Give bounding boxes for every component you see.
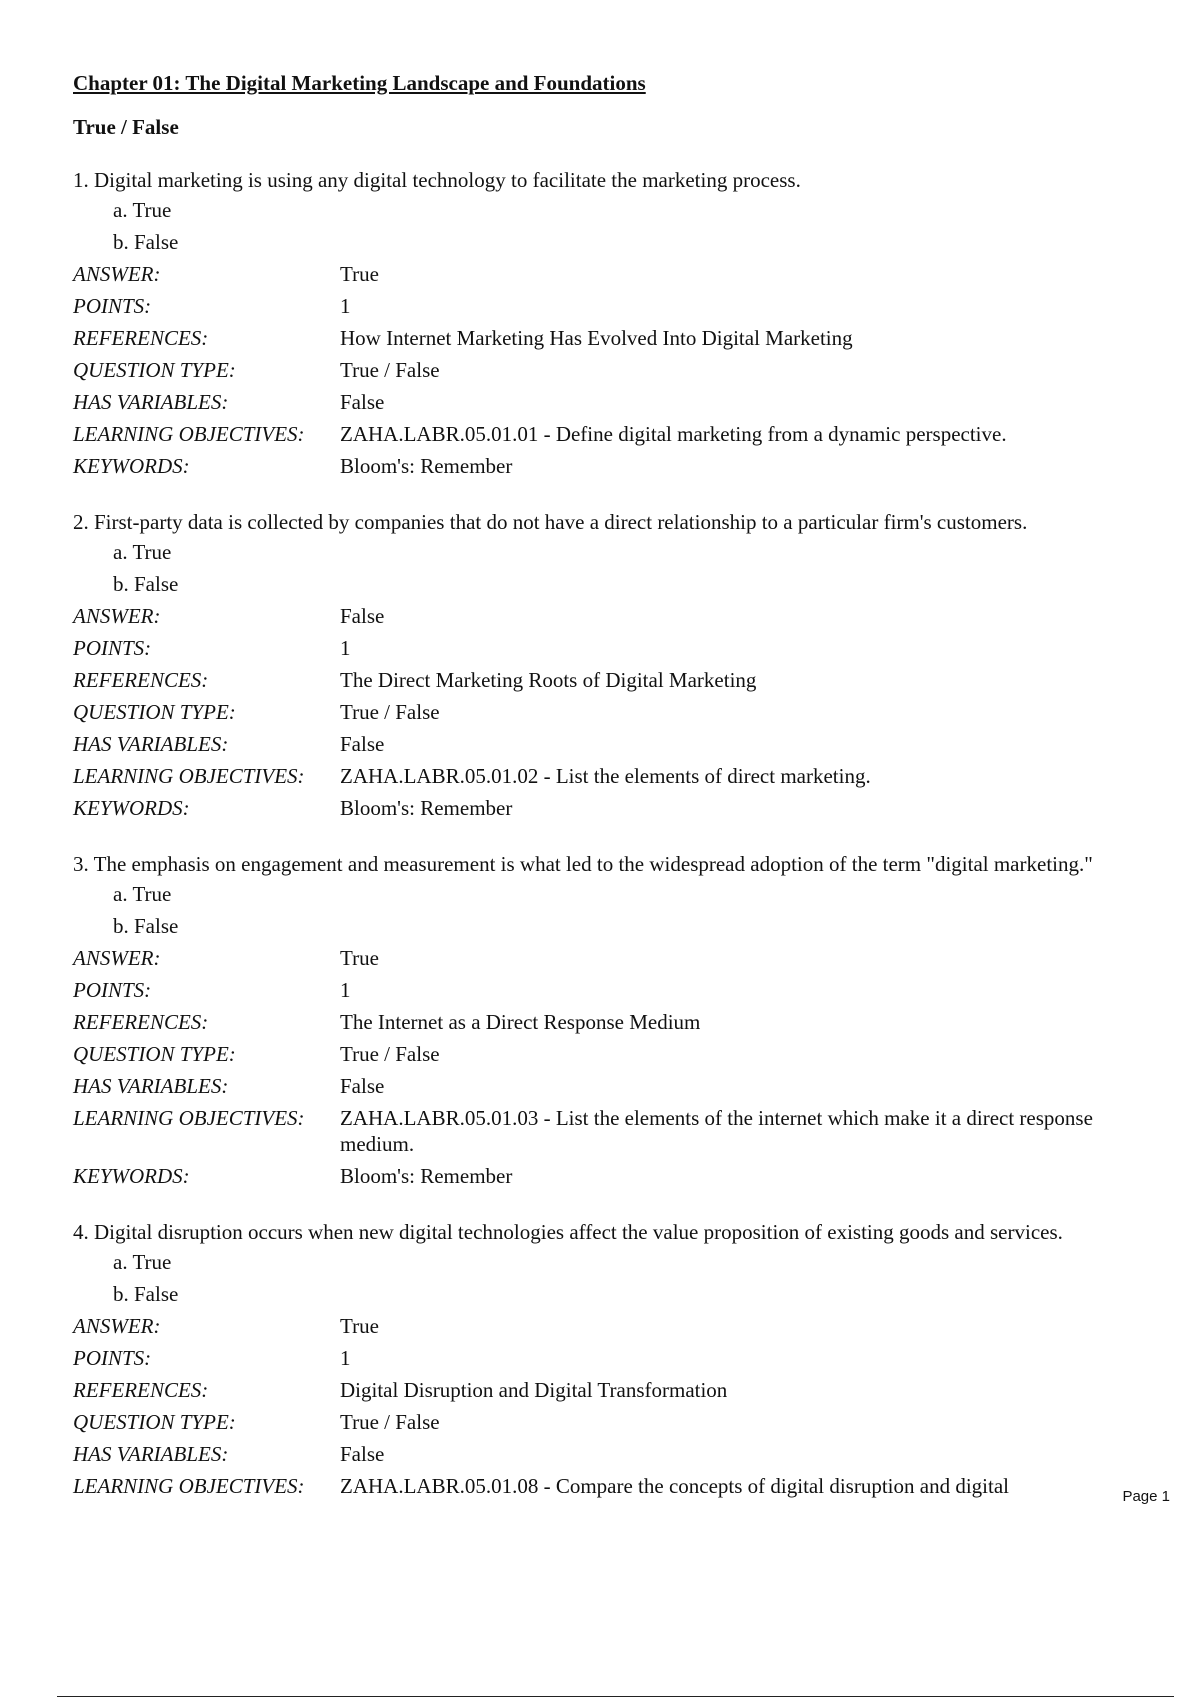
question-stem: 3. The emphasis on engagement and measurement is what led to the widespread adoption of the term "digital marketing."	[73, 852, 1093, 876]
has-variables-label: HAS VARIABLES:	[73, 1074, 229, 1098]
points-label: POINTS:	[73, 636, 152, 660]
question-1	[73, 166, 1153, 482]
question-type-label: QUESTION TYPE:	[73, 700, 236, 724]
bottom-divider	[57, 1696, 1174, 1697]
answer-value: True	[340, 1314, 379, 1338]
question-type-label: QUESTION TYPE:	[73, 1410, 236, 1434]
points-row	[73, 290, 1153, 322]
learning-objectives-label: LEARNING OBJECTIVES:	[73, 1474, 305, 1498]
has-variables-label: HAS VARIABLES:	[73, 1442, 229, 1466]
points-label: POINTS:	[73, 1346, 152, 1370]
references-value: Digital Disruption and Digital Transformation	[340, 1378, 728, 1402]
option-b: b. False	[113, 1282, 179, 1306]
answer-row	[73, 600, 1153, 632]
answer-label: ANSWER:	[73, 946, 161, 970]
keywords-value: Bloom's: Remember	[340, 454, 513, 478]
question-type-value: True / False	[340, 1042, 440, 1066]
question-2	[73, 508, 1153, 824]
points-row	[73, 632, 1153, 664]
references-row	[73, 322, 1153, 354]
answer-value: False	[340, 604, 385, 628]
answer-value: True	[340, 946, 379, 970]
question-stem: 4. Digital disruption occurs when new digital technologies affect the value proposition of existing goods and services.	[73, 1220, 1063, 1244]
has-variables-row	[73, 1438, 1153, 1470]
learning-objectives-value: ZAHA.LABR.05.01.01 - Define digital marketing from a dynamic perspective.	[340, 422, 1007, 446]
keywords-label: KEYWORDS:	[73, 1164, 190, 1188]
answer-label: ANSWER:	[73, 262, 161, 286]
learning-objectives-label: LEARNING OBJECTIVES:	[73, 422, 305, 446]
points-row	[73, 974, 1153, 1006]
question-type-label: QUESTION TYPE:	[73, 358, 236, 382]
learning-objectives-value: ZAHA.LABR.05.01.03 - List the elements of the internet which make it a direct response medium.	[340, 1106, 1093, 1156]
learning-objectives-row	[73, 418, 1153, 450]
keywords-row	[73, 792, 1153, 824]
option-a: a. True	[113, 540, 172, 564]
question-stem: 2. First-party data is collected by companies that do not have a direct relationship to a particular firm's customers.	[73, 510, 1028, 534]
question-type-label: QUESTION TYPE:	[73, 1042, 236, 1066]
question-type-row	[73, 1038, 1153, 1070]
option-a: a. True	[113, 1250, 172, 1274]
question-type-row	[73, 696, 1153, 728]
option-b: b. False	[113, 914, 179, 938]
learning-objectives-value: ZAHA.LABR.05.01.08 - Compare the concepts of digital disruption and digital	[340, 1474, 1009, 1498]
question-type-value: True / False	[340, 1410, 440, 1434]
learning-objectives-value: ZAHA.LABR.05.01.02 - List the elements of direct marketing.	[340, 764, 871, 788]
chapter-title: Chapter 01: The Digital Marketing Landscape and Foundations	[73, 71, 646, 95]
option-b: b. False	[113, 230, 179, 254]
has-variables-row	[73, 728, 1153, 760]
keywords-row	[73, 1160, 1153, 1192]
learning-objectives-label: LEARNING OBJECTIVES:	[73, 1106, 305, 1130]
points-value: 1	[340, 1346, 351, 1370]
points-label: POINTS:	[73, 294, 152, 318]
learning-objectives-row	[73, 760, 1153, 792]
answer-row	[73, 942, 1153, 974]
references-label: REFERENCES:	[73, 1378, 209, 1402]
question-type-row	[73, 354, 1153, 386]
keywords-label: KEYWORDS:	[73, 454, 190, 478]
has-variables-value: False	[340, 1074, 385, 1098]
learning-objectives-row	[73, 1470, 1153, 1502]
has-variables-row	[73, 386, 1153, 418]
has-variables-value: False	[340, 732, 385, 756]
option-a: a. True	[113, 198, 172, 222]
question-stem: 1. Digital marketing is using any digital technology to facilitate the marketing process.	[73, 168, 801, 192]
has-variables-label: HAS VARIABLES:	[73, 732, 229, 756]
references-row	[73, 1374, 1153, 1406]
answer-label: ANSWER:	[73, 604, 161, 628]
has-variables-label: HAS VARIABLES:	[73, 390, 229, 414]
question-3	[73, 850, 1153, 1192]
references-value: The Direct Marketing Roots of Digital Marketing	[340, 668, 757, 692]
answer-row	[73, 258, 1153, 290]
learning-objectives-row	[73, 1102, 1153, 1160]
has-variables-value: False	[340, 1442, 385, 1466]
references-row	[73, 1006, 1153, 1038]
has-variables-row	[73, 1070, 1153, 1102]
question-type-value: True / False	[340, 700, 440, 724]
answer-value: True	[340, 262, 379, 286]
references-row	[73, 664, 1153, 696]
section-title: True / False	[73, 115, 179, 139]
question-type-value: True / False	[340, 358, 440, 382]
points-value: 1	[340, 636, 351, 660]
option-b: b. False	[113, 572, 179, 596]
points-value: 1	[340, 978, 351, 1002]
references-value: How Internet Marketing Has Evolved Into Digital Marketing	[340, 326, 853, 350]
question-type-row	[73, 1406, 1153, 1438]
points-value: 1	[340, 294, 351, 318]
references-label: REFERENCES:	[73, 668, 209, 692]
keywords-row	[73, 450, 1153, 482]
option-a: a. True	[113, 882, 172, 906]
keywords-label: KEYWORDS:	[73, 796, 190, 820]
page-number: Page 1	[1122, 1488, 1170, 1505]
learning-objectives-label: LEARNING OBJECTIVES:	[73, 764, 305, 788]
keywords-value: Bloom's: Remember	[340, 796, 513, 820]
question-4	[73, 1218, 1153, 1502]
document-page	[73, 70, 1153, 1502]
has-variables-value: False	[340, 390, 385, 414]
references-value: The Internet as a Direct Response Medium	[340, 1010, 701, 1034]
answer-row	[73, 1310, 1153, 1342]
points-row	[73, 1342, 1153, 1374]
answer-label: ANSWER:	[73, 1314, 161, 1338]
keywords-value: Bloom's: Remember	[340, 1164, 513, 1188]
references-label: REFERENCES:	[73, 326, 209, 350]
points-label: POINTS:	[73, 978, 152, 1002]
references-label: REFERENCES:	[73, 1010, 209, 1034]
